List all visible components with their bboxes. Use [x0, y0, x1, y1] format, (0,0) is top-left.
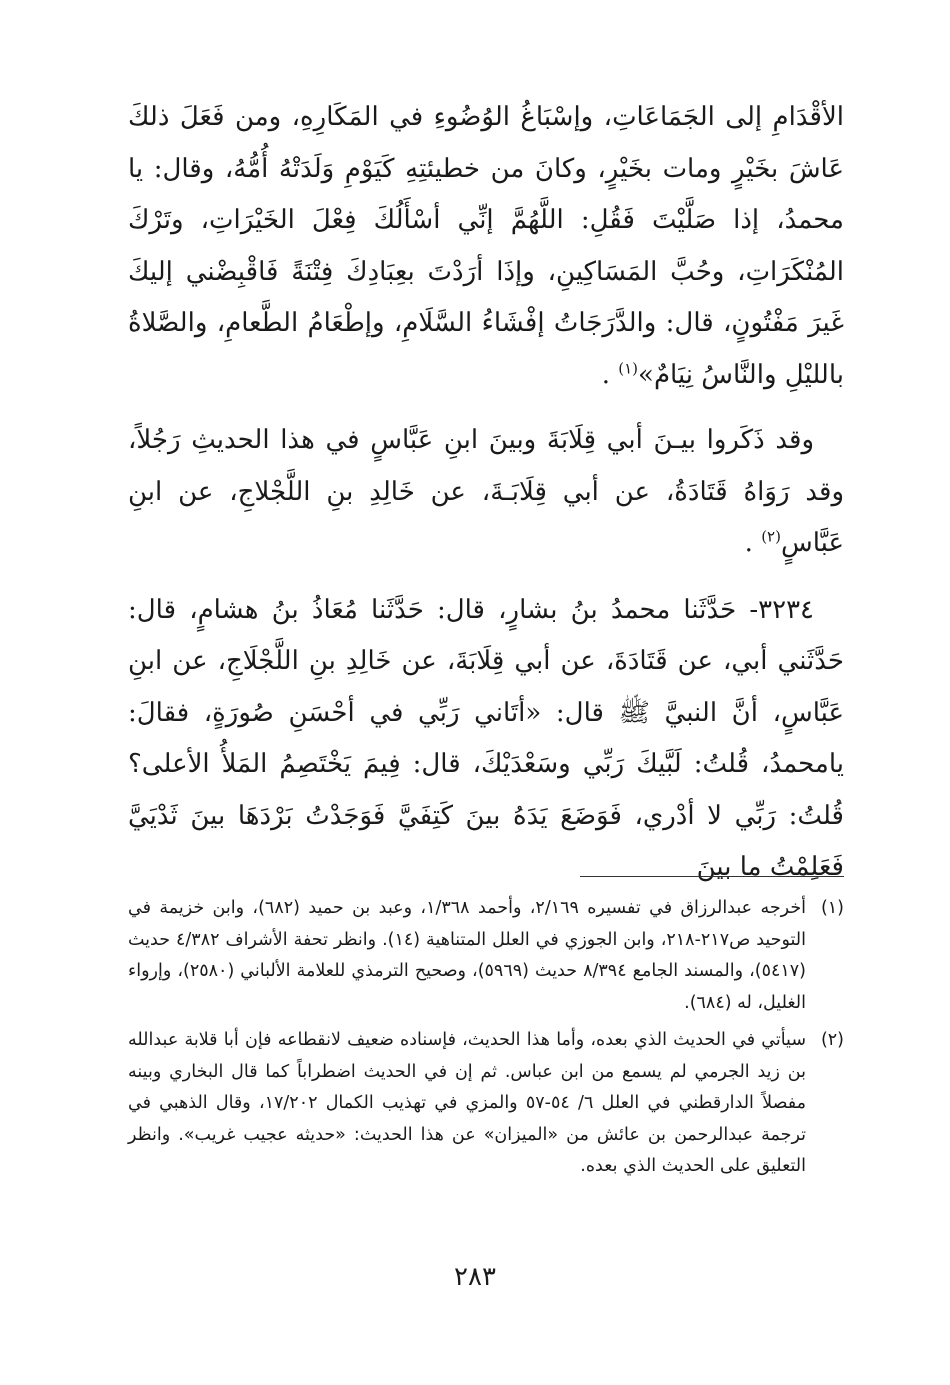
footnote-ref-2: (٢): [761, 527, 781, 546]
footnote-number: (١): [820, 898, 844, 918]
paragraph-1-end: .: [601, 359, 619, 390]
paragraph-1-text: الأقْدَامِ إلى الجَمَاعَاتِ، وإسْبَاغُ الوُضُوءِ في المَكَارِهِ، ومن فَعَلَ ذلكَ عَاشَ بخَيْرٍ ومات بخَيْرٍ، وكانَ من خطيئتِهِ كَيَوْمِ وَلَدَتْهُ أُمُّهُ، وقال: يا محمدُ، إذا صَلَّيْتَ فَقُلِ: اللَّهُمَّ إنِّي أسْأَلُكَ فِعْلَ الخَيْرَاتِ، وتَرْكَ المُنْكَرَاتِ، وحُبَّ المَسَاكِينِ، وإذَا أرَدْتَ بعِبَادِكَ فِتْنَةً فَاقْبِضْني إليكَ غَيرَ مَفْتُونٍ، قال: والدَّرَجَاتُ إفْشَاءُ السَّلَامِ، وإطْعَامُ الطَّعامِ، والصَّلاةُ بالليْلِ والنَّاسُ نِيَامٌ»: [128, 102, 844, 390]
footnote-2: [128, 1025, 844, 1183]
paragraph-2: [128, 415, 844, 570]
page-number: ٢٨٣: [454, 1262, 496, 1292]
footnote-separator: [580, 876, 844, 877]
footnote-ref-1: (١): [618, 358, 639, 377]
paragraph-3: [128, 585, 844, 894]
paragraph-1: [128, 92, 844, 401]
main-text: [128, 92, 844, 894]
footnote-text: أخرجه عبدالرزاق في تفسيره ٢/١٦٩، وأحمد ١/٣٦٨، وعبد بن حميد (٦٨٢)، وابن خزيمة في التوحيد ص٢١٧-٢١٨، وابن الجوزي في العلل المتناهية (١٤). وانظر تحفة الأشراف ٤/٣٨٢ حديث (٥٤١٧)، والمسند الجامع ٨/٣٩٤ حديث (٥٩٦٩)، وصحيح الترمذي للعلامة الألباني (٢٥٨٠)، وإرواء الغليل، له (٦٨٤).: [128, 898, 807, 1013]
footnote-1: [128, 893, 844, 1019]
paragraph-3-text: ٣٢٣٤- حَدَّثَنا محمدُ بنُ بشارٍ، قال: حَدَّثَنا مُعَاذُ بنُ هشامٍ، قال: حَدَّثَني أبي، عن قَتَادَةَ، عن أبي قِلَابَةَ، عن خَالِدِ بنِ اللَّجْلَاجِ، عن ابنِ عَبَّاسٍ، أنَّ النبيَّ ﷺ قال: «أتَاني رَبِّي في أحْسَنِ صُورَةٍ، فقالَ: يامحمدُ، قُلتُ: لَبَّيكَ رَبِّي وسَعْدَيْكَ، قال: فِيمَ يَخْتَصِمُ المَلأُ الأعلى؟ قُلتُ: رَبِّي لا أدْري، فَوَضَعَ يَدَهُ بينَ كَتِفَيَّ فَوَجَدْتُ بَرْدَهَا بينَ ثَدْيَيَّ فَعَلِمْتُ ما بينَ: [128, 594, 844, 882]
footnotes: [128, 893, 844, 1189]
footnote-number: (٢): [820, 1030, 844, 1050]
paragraph-2-text: وقد ذَكَروا بيـنَ أبي قِلَابَةَ وبينَ ابنِ عَبَّاسٍ في هذا الحديثِ رَجُلاً، وقد رَوَاهُ قَتَادَةُ، عن أبي قِلَابَـةَ، عن خَالِدِ بنِ اللَّجْلاجِ، عن ابنِ عَبَّاسٍ: [128, 425, 845, 558]
footnote-text: سيأتي في الحديث الذي بعده، وأما هذا الحديث، فإسناده ضعيف لانقطاعه فإن أبا قلابة عبدالله بن زيد الجرمي لم يسمع من ابن عباس. ثم إن في الحديث اضطراباً كما قال البخاري وبينه مفصلاً الدارقطني في العلل ٦/ ٥٤-٥٧ والمزي في تهذيب الكمال ١٧/٢٠٢، وقال الذهبي في ترجمة عبدالرحمن بن عائش من «الميزان» عن هذا الحديث: «حديثه عجيب غريب». وانظر التعليق على الحديث الذي بعده.: [128, 1030, 806, 1176]
paragraph-2-end: .: [744, 528, 762, 558]
